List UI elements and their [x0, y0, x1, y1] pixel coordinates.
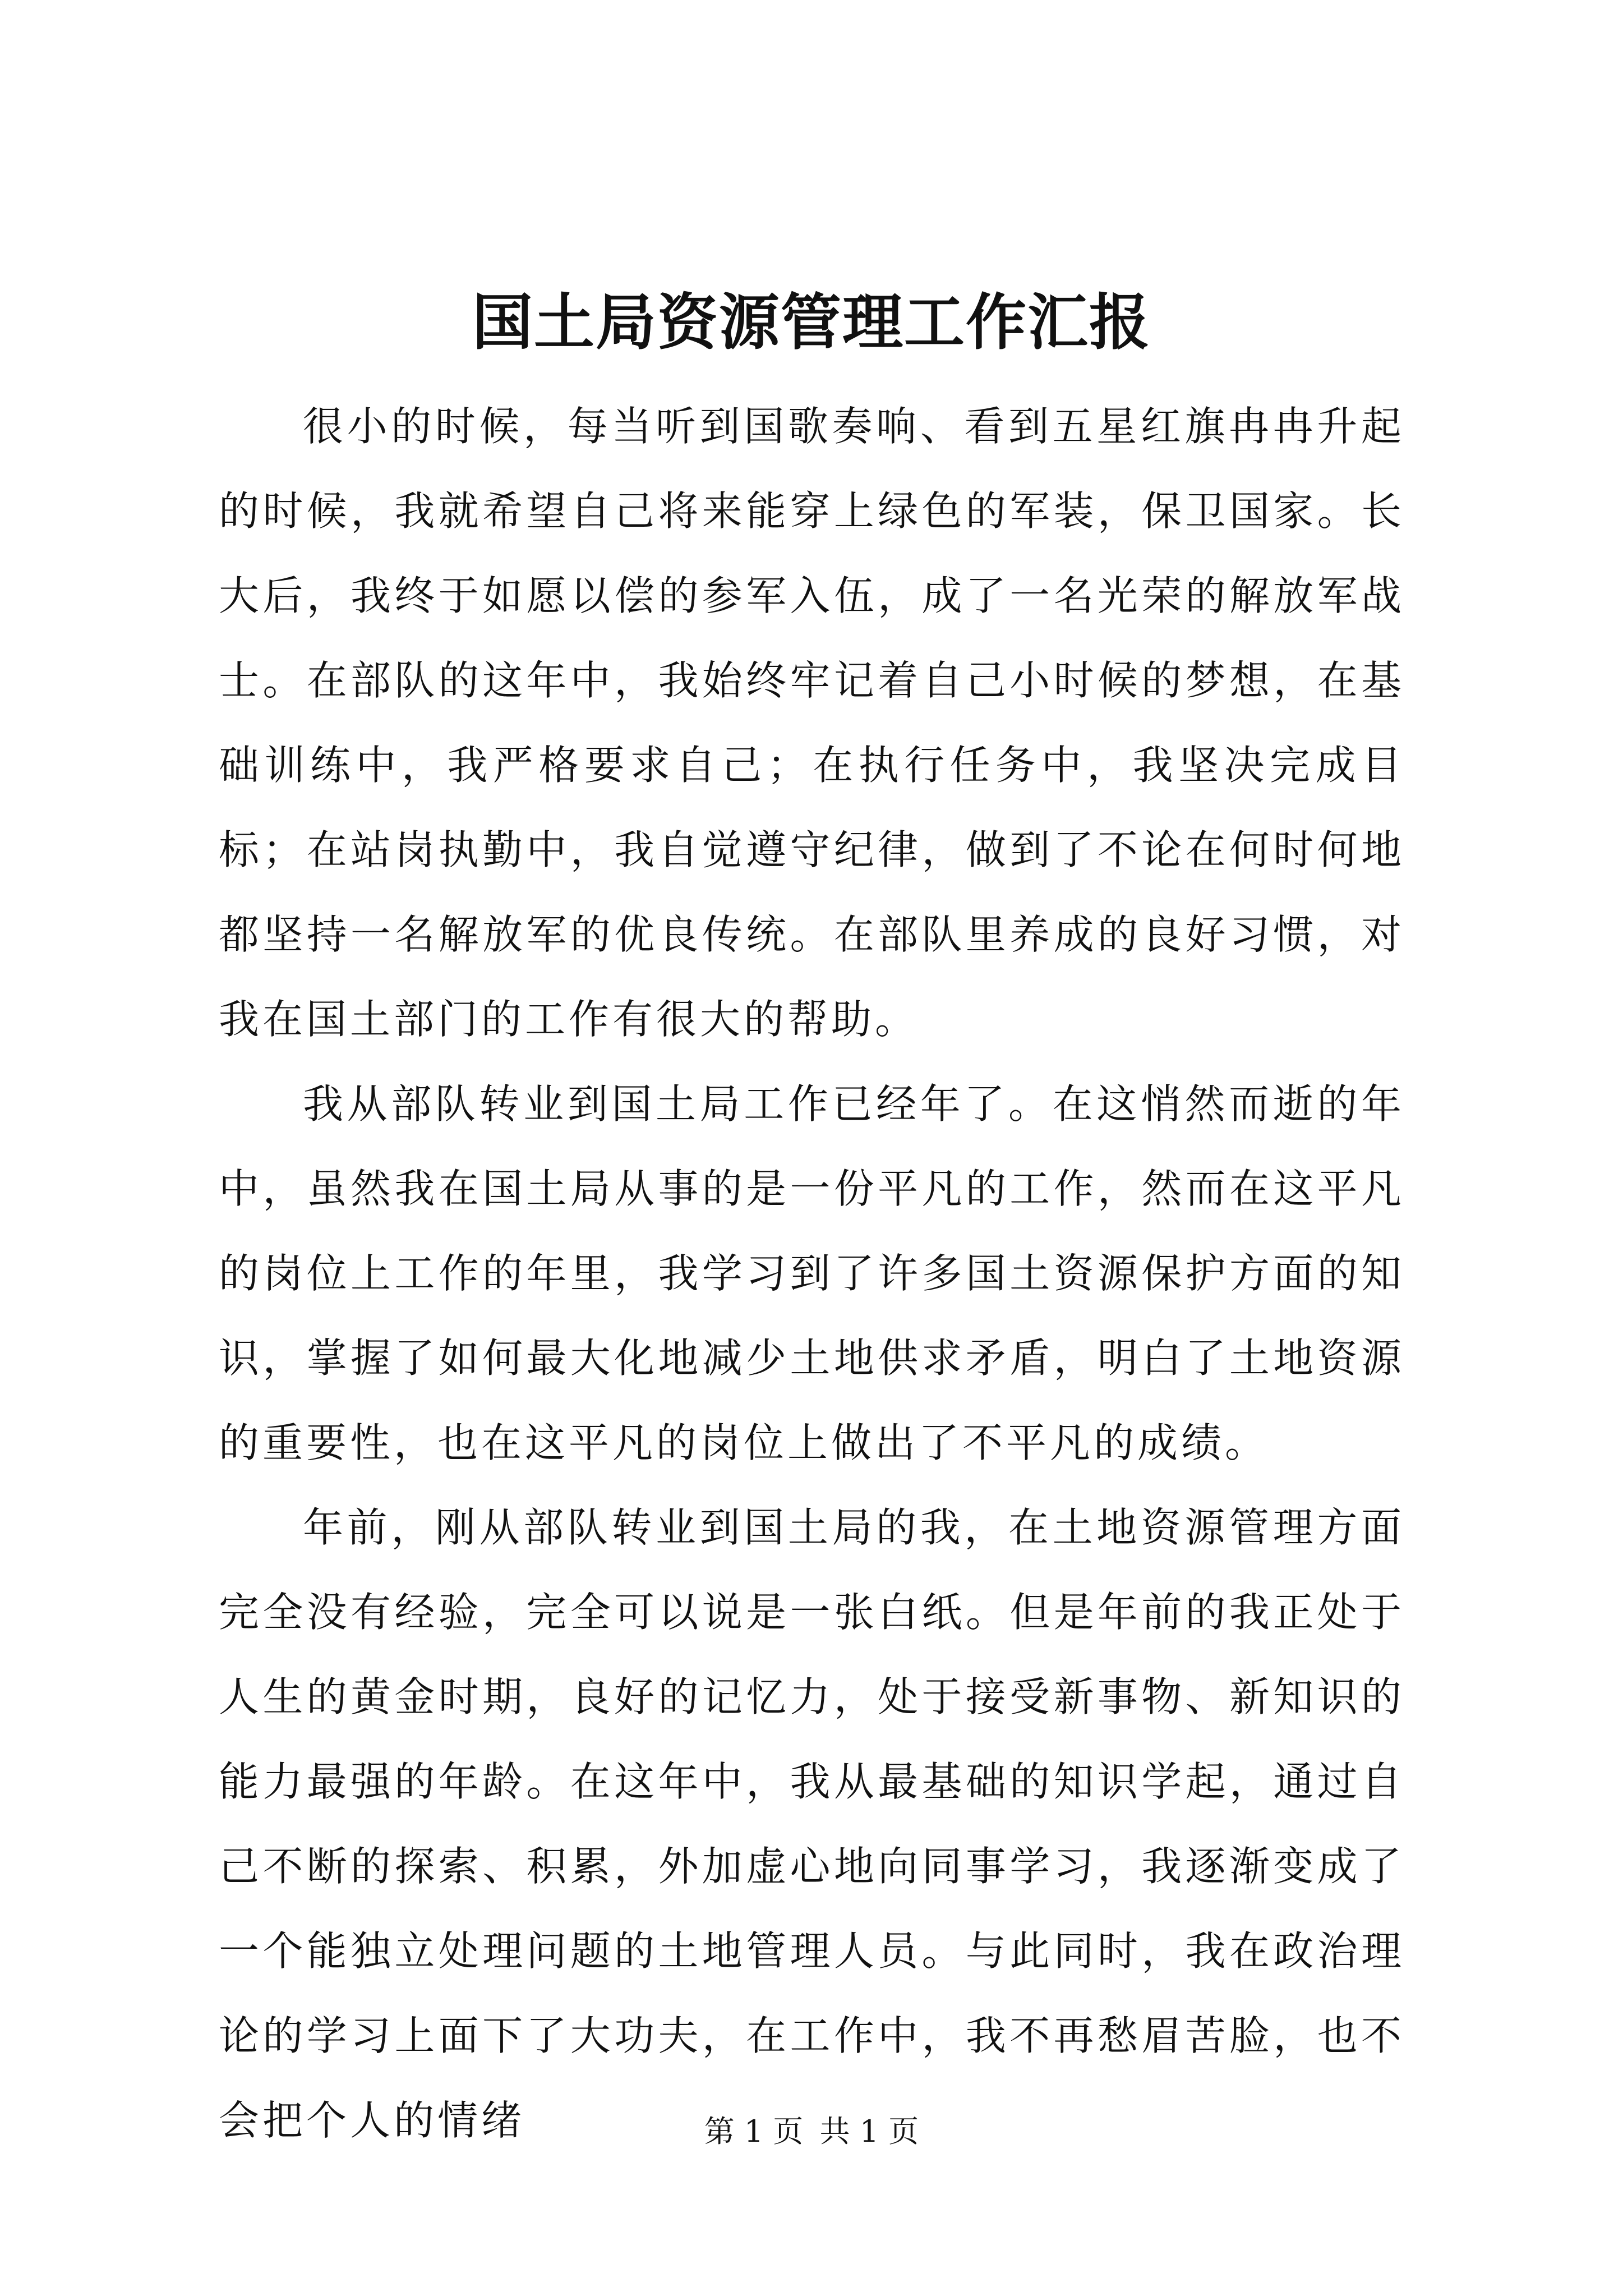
- paragraph-1: 很小的时候，每当听到国歌奏响、看到五星红旗冉冉升起的时候，我就希望自己将来能穿上绿色的军装，保卫国家。长大后，我终于如愿以偿的参军入伍，成了一名光荣的解放军战士。在部队的这年中，我始终牢记着自己小时候的梦想，在基础训练中，我严格要求自己；在执行任务中，我坚决完成目标；在站岗执勤中，我自觉遵守纪律，做到了不论在何时何地都坚持一名解放军的优良传统。在部队里养成的良好习惯，对我在国土部门的工作有很大的帮助。: [219, 403, 1405, 1043]
- paragraph-3: 年前，刚从部队转业到国土局的我，在土地资源管理方面完全没有经验，完全可以说是一张白纸。但是年前的我正处于人生的黄金时期，良好的记忆力，处于接受新事物、新知识的能力最强的年龄。在这年中，我从最基础的知识学起，通过自己不断的探索、积累，外加虚心地向同事学习，我逐渐变成了一个能独立处理问题的土地管理人员。与此同时，我在政治理论的学习上面下了大功夫，在工作中，我不再愁眉苦脸，也不会把个人的情绪: [219, 1504, 1405, 2144]
- document-body: [219, 384, 1405, 2163]
- paragraph-2: 我从部队转业到国土局工作已经年了。在这悄然而逝的年中，虽然我在国土局从事的是一份平凡的工作，然而在这平凡的岗位上工作的年里，我学习到了许多国土资源保护方面的知识，掌握了如何最大化地减少土地供求矛盾，明白了土地资源的重要性，也在这平凡的岗位上做出了不平凡的成绩。: [219, 1080, 1405, 1466]
- page-footer: [0, 2112, 1623, 2151]
- page-number: 第 1 页: [704, 2114, 804, 2149]
- document-title: 国土局资源管理工作汇报: [472, 287, 1151, 358]
- page-total: 共 1 页: [819, 2114, 919, 2149]
